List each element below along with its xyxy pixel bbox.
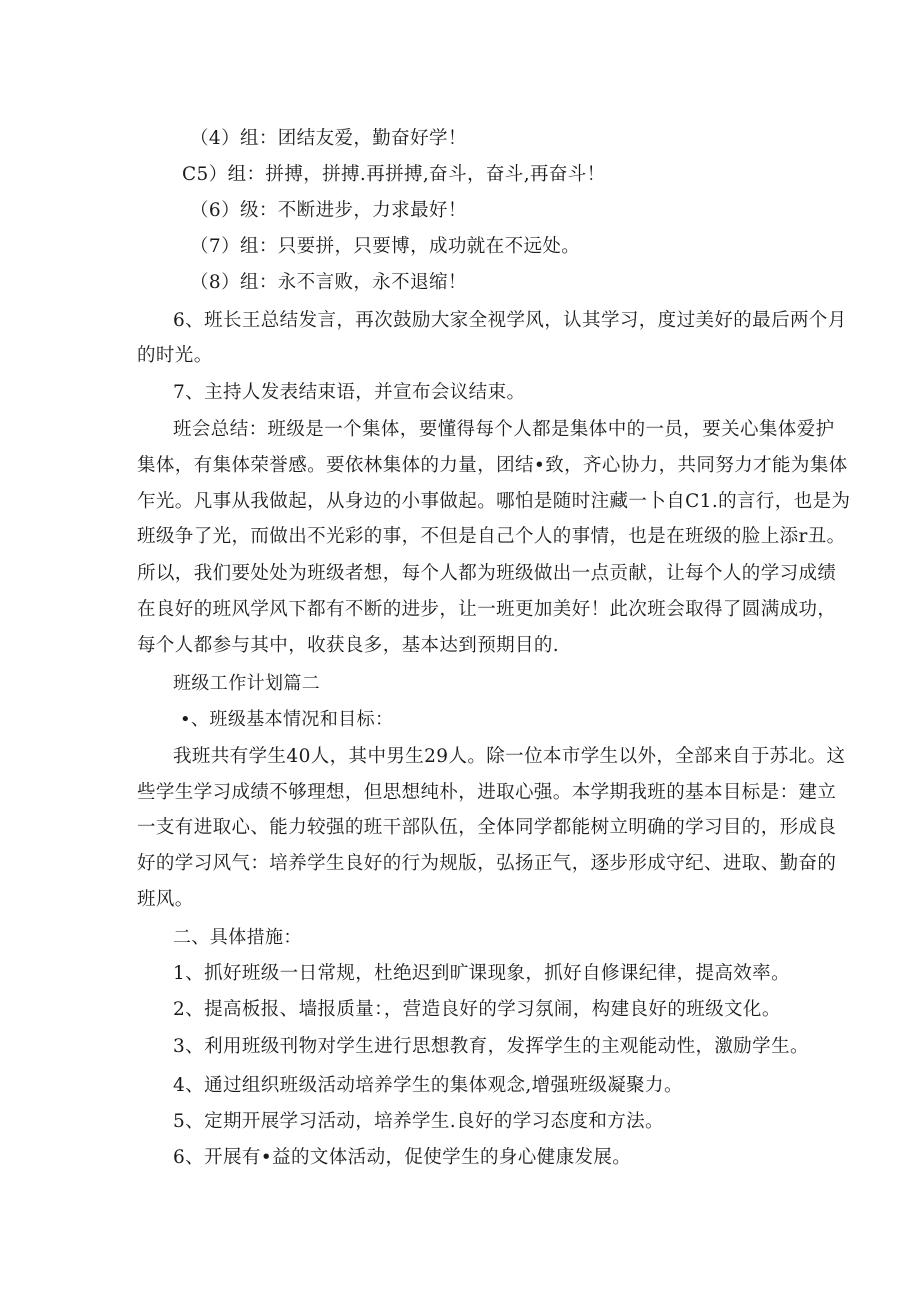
section-1-line-4: 好的学习风气：培养学生良好的行为规版，弘扬正气，逐步形成守纪、进取、勤奋的 — [137, 853, 837, 874]
measure-2: 2、提高板报、墙报质量：，营造良好的学习氛闹，构建良好的班级文化。 — [173, 999, 781, 1020]
measure-6: 6、开展有•益的文体活动，促使学生的身心健康发展。 — [173, 1147, 632, 1168]
group-6-slogan: （6）级：不断进步，力求最好！ — [190, 200, 467, 221]
plan-title: 班级工作计划篇二 — [173, 673, 321, 694]
group-7-slogan: （7）组：只要拼，只要博，成功就在不远处。 — [190, 236, 581, 257]
section-1-line-3: 一支有进取心、能力较强的班干部队伍，全体同学都能树立明确的学习目的，形成良 — [137, 817, 837, 838]
measure-3: 3、利用班级刊物对学生进行思想教育，发挥学生的主观能动性，激励学生。 — [173, 1036, 809, 1057]
group-8-slogan: （8）组：永不言败，永不退缩！ — [190, 272, 467, 293]
group-5-slogan: C5）组：拼搏，拼搏.再拼搏,奋斗，奋斗,再奋斗！ — [182, 164, 606, 185]
summary-line-3: 乍光。凡事从我做起，从身边的小事做起。哪怕是随时注藏一卜自C1.的言行，也是为 — [137, 491, 851, 512]
summary-line-7: 每个人都参与其中，收获良多，基本达到预期目的. — [137, 635, 560, 656]
measure-5: 5、定期开展学习活动，培养学生.良好的学习态度和方法。 — [173, 1111, 664, 1132]
step-6-line-2: 的时光。 — [137, 345, 213, 366]
section-1-line-2: 些学生学习成绩不够理想，但思想纯朴，进取心强。本学期我班的基本目标是：建立 — [137, 782, 837, 803]
section-1-line-5: 班风。 — [137, 889, 194, 910]
section-1-title: •、班级基本情况和目标： — [180, 709, 394, 730]
summary-line-5: 所以，我们要处处为班级者想，每个人都为班级做出一点贡献，让每个人的学习成绩 — [137, 563, 837, 584]
summary-line-1: 班会总结：班级是一个集体，要懂得每个人都是集体中的一员，要关心集体爱护 — [173, 419, 835, 440]
step-6-line-1: 6、班长王总结发言，再次鼓励大家全视学风，认其学习，度过美好的最后两个月 — [173, 310, 847, 331]
section-1-line-1: 我班共有学生40人，其中男生29人。除一位本市学生以外，全部来自于苏北。这 — [173, 746, 846, 767]
summary-line-6: 在良好的班风学风下都有不断的进步，让一班更加美好！此次班会取得了圆满成功， — [137, 599, 837, 620]
measure-4: 4、通过组织班级活动培养学生的集体观念,增强班级凝聚力。 — [173, 1075, 683, 1096]
measure-1: 1、抓好班级一日常规，杜绝迟到旷课现象，抓好自修课纪律，提高效率。 — [173, 963, 790, 984]
step-7: 7、主持人发表结束语，并宣布会议结束。 — [173, 382, 526, 403]
section-2-title: 二、具体措施： — [173, 927, 302, 948]
summary-line-4: 班级争了光，而做出不光彩的事，不但是自己个人的事情，也是在班级的脸上添r丑。 — [137, 526, 846, 547]
group-4-slogan: （4）组：团结友爱，勤奋好学！ — [190, 128, 467, 149]
summary-line-2: 集体，有集体荣誉感。要依林集体的力量，团结•致，齐心协力，共同努力才能为集体 — [137, 455, 848, 476]
